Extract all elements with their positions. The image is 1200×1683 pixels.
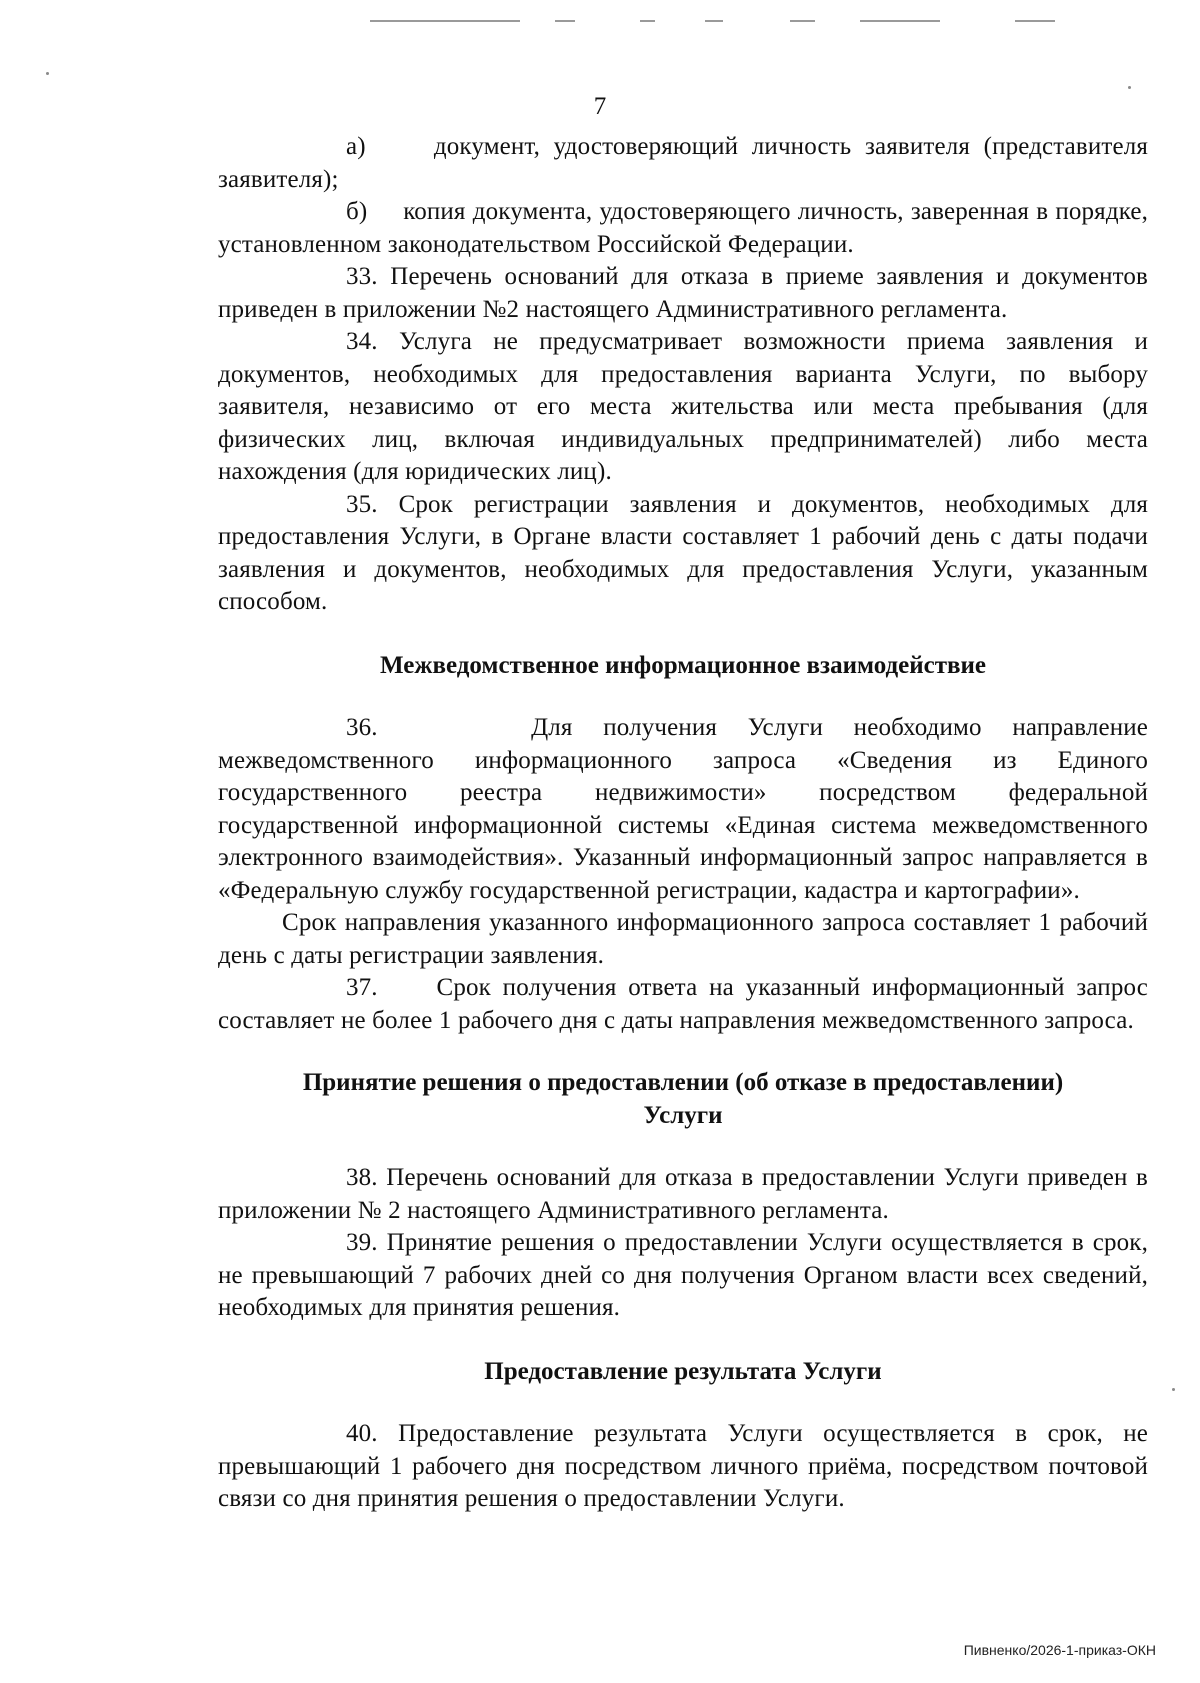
paragraph-38 xyxy=(218,1162,1148,1227)
item-label: 38. xyxy=(346,1164,378,1191)
paragraph-text: Срок регистрации заявления и документов, необходимых для предоставления Услуги, в Органе власти составляет 1 рабочий день с даты подачи заявления и документов, необходимых для предоставления Услуги, указанным способом. xyxy=(218,490,1148,615)
paragraph-text: Услуга не предусматривает возможности приема заявления и документов, необходимых для предоставления варианта Услуги, по выбору заявителя, независимо от его места жительства или места пребывания (для физических лиц, включая индивидуальных предпринимателей) либо места нахождения (для юридических лиц). xyxy=(218,328,1148,485)
scan-speck xyxy=(1172,1388,1175,1391)
section-heading-result: Предоставление результата Услуги xyxy=(484,1357,882,1385)
paragraph-text: Срок направления указанного информационного запроса составляет 1 рабочий день с даты регистрации заявления. xyxy=(218,909,1148,969)
item-label: 34. xyxy=(346,328,378,355)
item-label: б) xyxy=(346,198,368,225)
scan-artifact-line xyxy=(640,20,655,22)
paragraph-34 xyxy=(218,326,1148,489)
scan-artifact-line xyxy=(555,20,575,22)
heading-line: Принятие решения о предоставлении (об отказе в предоставлении) xyxy=(302,1069,1064,1096)
paragraph-33 xyxy=(218,261,1148,326)
page-number: 7 xyxy=(593,93,607,120)
paragraph-text: Перечень оснований для отказа в приеме заявления и документов приведен в приложении №2 настоящего Административного регламента. xyxy=(218,263,1148,323)
paragraph-text: Для получения Услуги необходимо направление межведомственного информационного запроса «Сведения из Единого государственного реестра недвижимости» посредством федеральной государственной информационной системы «Единая система межведомственного электронного взаимодействия». Указанный информационный запрос направляется в «Федеральную службу государственной регистрации, кадастра и картографии». xyxy=(218,714,1149,904)
paragraph-b xyxy=(218,196,1148,261)
paragraph-37 xyxy=(218,972,1148,1037)
item-label: 36. xyxy=(346,714,378,741)
scan-artifact-line xyxy=(370,20,520,22)
scan-artifact-line xyxy=(790,20,815,22)
paragraph-40 xyxy=(218,1418,1148,1516)
paragraph-text: Перечень оснований для отказа в предоставлении Услуги приведен в приложении № 2 настоящего Административного регламента. xyxy=(218,1164,1148,1224)
document-registration-code: Пивненко/2026-1-приказ-ОКН xyxy=(963,1642,1156,1658)
section-heading-interagency: Межведомственное информационное взаимодействие xyxy=(380,651,986,679)
scan-artifact-line xyxy=(860,20,940,22)
scan-speck xyxy=(46,72,49,75)
paragraph-text: документ, удостоверяющий личность заявителя (представителя заявителя); xyxy=(218,133,1149,193)
paragraph-text: Предоставление результата Услуги осуществляется в срок, не превышающий 1 рабочего дня посредством личного приёма, посредством почтовой связи со дня принятия решения о предоставлении Услуги. xyxy=(218,1420,1148,1512)
scan-artifact-line xyxy=(705,20,723,22)
item-label: 40. xyxy=(346,1420,378,1447)
paragraph-text: Срок получения ответа на указанный информационный запрос составляет не более 1 рабочего дня с даты направления межведомственного запроса. xyxy=(218,974,1148,1034)
item-label: 37. xyxy=(346,974,378,1001)
paragraph-36 xyxy=(218,712,1148,907)
document-body xyxy=(218,131,1148,1516)
paragraph-35 xyxy=(218,489,1148,619)
paragraph-text: копия документа, удостоверяющего личность, заверенная в порядке, установленном законодательством Российской Федерации. xyxy=(218,198,1149,258)
paragraph-text: Принятие решения о предоставлении Услуги осуществляется в срок, не превышающий 7 рабочих дней со дня получения Органом власти всех сведений, необходимых для принятия решения. xyxy=(218,1229,1148,1321)
scan-speck xyxy=(1128,86,1131,89)
paragraph-39 xyxy=(218,1227,1148,1325)
item-label: 39. xyxy=(346,1229,378,1256)
item-label: а) xyxy=(346,133,366,160)
paragraph-36-term xyxy=(218,907,1148,972)
heading-line: Услуги xyxy=(643,1101,723,1129)
item-label: 33. xyxy=(346,263,378,290)
item-label: 35. xyxy=(346,490,378,518)
paragraph-a xyxy=(218,131,1148,196)
scan-artifact-line xyxy=(1015,20,1055,22)
section-heading-decision xyxy=(218,1067,1148,1132)
